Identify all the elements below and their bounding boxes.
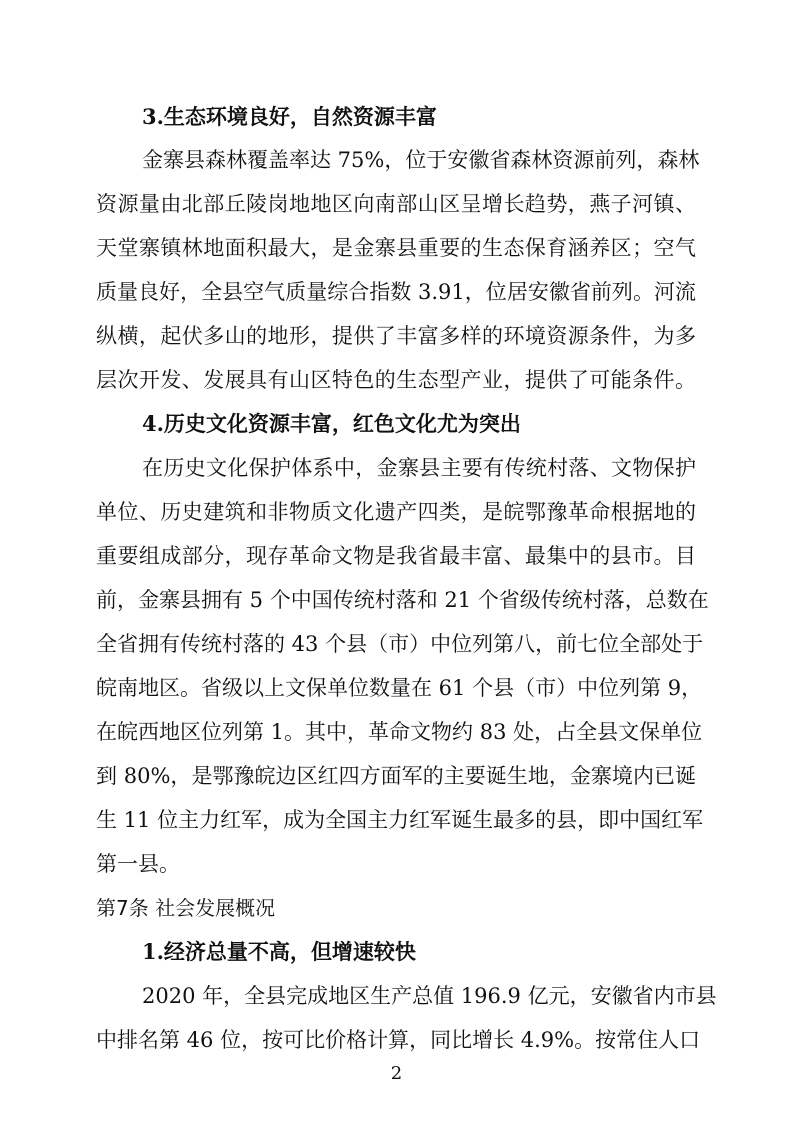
paragraph-line: 在皖西地区位列第 1。其中，革命文物约 83 处，占全县文保单位: [96, 720, 703, 744]
article-heading: 第7条 社会发展概况: [96, 896, 276, 920]
paragraph-line: 皖南地区。省级以上文保单位数量在 61 个县（市）中位列第 9，: [96, 676, 703, 700]
paragraph-line: 金寨县森林覆盖率达 75%，位于安徽省森林资源前列，森林: [142, 148, 700, 172]
paragraph-line: 全省拥有传统村落的 43 个县（市）中位列第八，前七位全部处于: [96, 632, 704, 656]
paragraph-line: 层次开发、发展具有山区特色的生态型产业，提供了可能条件。: [96, 368, 696, 392]
section-heading-culture: 4.历史文化资源丰富，红色文化尤为突出: [142, 411, 521, 436]
paragraph-line: 天堂寨镇林地面积最大，是金寨县重要的生态保育涵养区；空气: [96, 236, 696, 260]
paragraph-line: 单位、历史建筑和非物质文化遗产四类，是皖鄂豫革命根据地的: [96, 500, 696, 524]
paragraph-line: 第一县。: [96, 852, 180, 876]
paragraph-line: 资源量由北部丘陵岗地地区向南部山区呈增长趋势，燕子河镇、: [96, 192, 696, 216]
paragraph-line: 前，金寨县拥有 5 个中国传统村落和 21 个省级传统村落，总数在: [96, 588, 709, 612]
paragraph-line: 中排名第 46 位，按可比价格计算，同比增长 4.9%。按常住人口: [96, 1028, 701, 1052]
paragraph-line: 质量良好，全县空气质量综合指数 3.91，位居安徽省前列。河流: [96, 280, 696, 304]
page-number: 2: [390, 1063, 403, 1084]
paragraph-line: 生 11 位主力红军，成为全国主力红军诞生最多的县，即中国红军: [96, 808, 704, 832]
section-heading-ecology: 3.生态环境良好，自然资源丰富: [142, 104, 437, 129]
paragraph-line: 纵横，起伏多山的地形，提供了丰富多样的环境资源条件，为多: [96, 324, 696, 348]
section-heading-economy: 1.经济总量不高，但增速较快: [142, 939, 416, 964]
paragraph-line: 重要组成部分，现存革命文物是我省最丰富、最集中的县市。目: [96, 544, 696, 568]
paragraph-line: 到 80%，是鄂豫皖边区红四方面军的主要诞生地，金寨境内已诞: [96, 764, 696, 788]
paragraph-line: 2020 年，全县完成地区生产总值 196.9 亿元，安徽省内市县: [142, 984, 717, 1008]
paragraph-line: 在历史文化保护体系中，金寨县主要有传统村落、文物保护: [142, 456, 696, 480]
